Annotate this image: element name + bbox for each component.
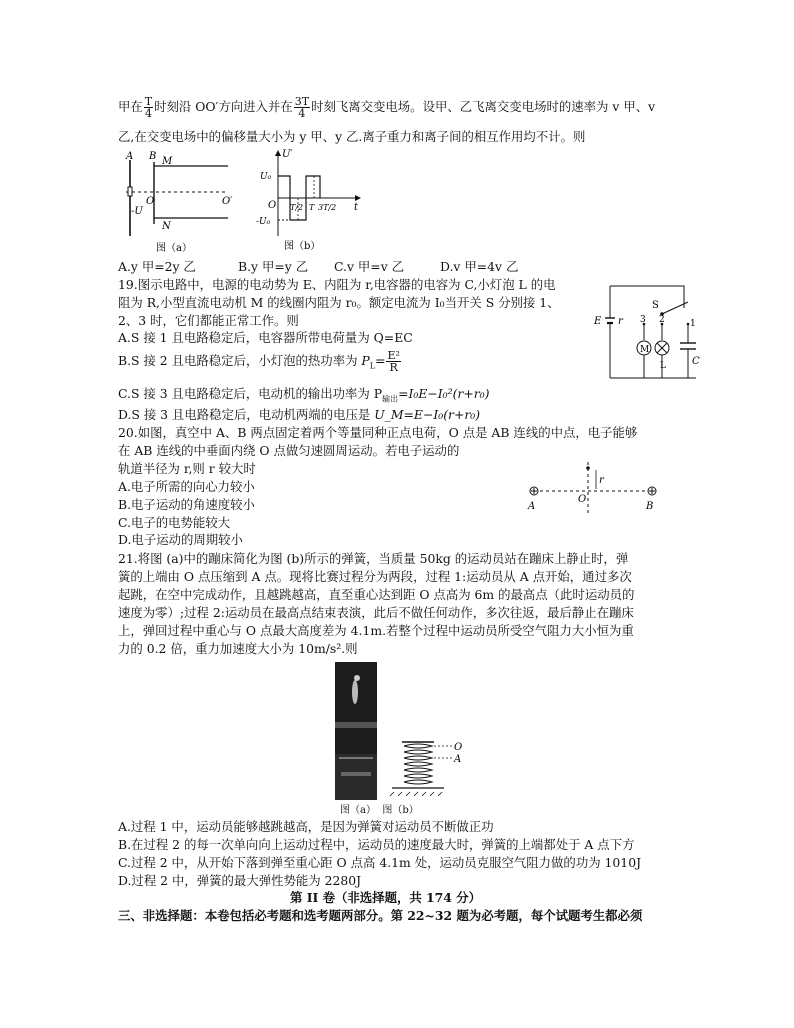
section-instructions: 三、非选择题：本卷包括必考题和选考题两部分。第 22~32 题为必考题，每个试题考生都必须 <box>118 908 643 923</box>
caption-figure-a: 图（a） <box>156 243 192 254</box>
q18-text-b: 时刻沿 OO′方向进入并在 <box>154 99 293 114</box>
label-u0: U₀ <box>260 172 272 182</box>
section-title: 第 II 卷（非选择题，共 174 分） <box>290 890 482 905</box>
tick-t: T <box>309 203 315 212</box>
q18-text-a: 甲在 <box>118 99 143 114</box>
q19-option-d: D.S 接 3 且电路稳定后，电动机两端的电压是 U_M=E−I₀(r+r₀) <box>118 407 481 422</box>
q19-circuit-diagram <box>592 280 704 384</box>
q21-line-1: 21.将图 (a)中的蹦床简化为图 (b)所示的弹簧，当质量 50kg 的运动员站在蹦床上静止时，弹 <box>118 551 629 566</box>
q20-option-b: B.电子运动的角速度较小 <box>118 497 255 512</box>
motor-icon: M <box>640 345 650 355</box>
figure-a-deflection-plates <box>118 148 244 260</box>
label-origin: O <box>268 200 277 211</box>
q20-line-3: 轨道半径为 r,则 r 较大时 <box>118 461 256 476</box>
q21-captions <box>340 802 419 819</box>
q18-option-c: C.v 甲=v 乙 <box>334 259 405 274</box>
label-spring-o: O <box>454 742 463 753</box>
q18-options <box>118 258 518 275</box>
label-a: A <box>126 151 134 162</box>
label-center-o: O <box>578 494 587 505</box>
q18-option-b: B.y 甲=y 乙 <box>238 259 309 274</box>
capacitor-label: C <box>692 356 700 367</box>
q21-line-5: 上，弹回过程中重心与 O 点最大高度差为 4.1m.若整个过程中运动员所受空气阻力大小恒为重 <box>118 623 634 638</box>
label-charge-b: B <box>646 501 654 512</box>
label-u-prime: U′ <box>282 149 293 160</box>
q21-option-b: B.在过程 2 的每一次单向向上运动过程中，运动员的速度最大时，弹簧的上端都处于 A 点下方 <box>118 837 635 852</box>
label-o-prime: O′ <box>222 196 233 207</box>
q19-option-a: A.S 接 1 且电路稳定后，电容器所带电荷量为 Q=EC <box>118 330 413 345</box>
q19-line-3: 2、3 时，它们都能正常工作。则 <box>118 313 299 328</box>
label-minus-u: -U <box>131 206 143 217</box>
q18-line-2: 乙,在交变电场中的偏移量大小为 y 甲、y 乙.离子重力和离子间的相互作用均不计。则 <box>118 129 586 144</box>
label-spring-a: A <box>454 754 462 765</box>
tick-3t-half: 3T/2 <box>318 203 337 212</box>
q21-line-2: 簧的上端由 O 点压缩到 A 点。现将比赛过程分为两段，过程 1:运动员从 A 点开始，通过多次 <box>118 569 632 584</box>
q18-line-1 <box>118 96 655 119</box>
q19-option-b: B.S 接 2 且电路稳定后，小灯泡的热功率为 $P_L=$ $\frac{\text{E²}}{R}$ <box>118 349 400 374</box>
tick-t-half: T/2 <box>290 203 304 212</box>
q20-option-a: A.电子所需的向心力较小 <box>118 479 255 494</box>
label-terminal-2: 2 <box>659 315 665 325</box>
label-radius: r <box>599 475 604 486</box>
lamp-label: L <box>660 361 666 371</box>
fraction-3t-over-4: $\frac{3T}{4}$ <box>294 95 310 120</box>
label-switch: S <box>652 300 659 311</box>
label-m: M <box>162 156 173 167</box>
q21-line-4: 速度为零）;过程 2:运动员在最高点结束表演，此后不做任何动作，多次往返，最后静止在蹦床 <box>118 605 634 620</box>
q21-option-c: C.过程 2 中，从开始下落到弹至重心距 O 点高 4.1m 处，运动员克服空气阻力做的功为 1010J <box>118 855 642 870</box>
caption-figure-b: 图（b） <box>284 241 321 252</box>
q20-line-2: 在 AB 连线的中垂面内绕 O 点做匀速圆周运动。若电子运动的 <box>118 443 460 458</box>
q18-option-a: A.y 甲=2y 乙 <box>118 259 196 274</box>
q20-charges-figure <box>522 458 662 516</box>
q21-option-a: A.过程 1 中，运动员能够越跳越高，是因为弹簧对运动员不断做正功 <box>118 819 494 834</box>
label-charge-a: A <box>528 501 536 512</box>
q19-line-2: 阻为 R,小型直流电动机 M 的线圈内阻为 r₀。额定电流为 I₀当开关 S 分别接 1、 <box>118 295 560 310</box>
q19-option-c: C.S 接 3 且电路稳定后，电动机的输出功率为 $P_{输出}=I_0E-I_0^2(r+r_0)$ <box>118 386 490 404</box>
figure-b-voltage-graph <box>254 146 364 260</box>
label-b: B <box>149 151 157 162</box>
q20-line-1: 20.如图，真空中 A、B 两点固定着两个等量同种正点电荷，O 点是 AB 连线的中点，电子能够 <box>118 425 638 440</box>
label-minus-u0: -U₀ <box>256 217 271 227</box>
q21-line-6: 力的 0.2 倍，重力加速度大小为 10m/s².则 <box>118 641 358 656</box>
label-r: r <box>618 316 623 327</box>
q18-text-c: 时刻飞离交变电场。设甲、乙飞离交变电场时的速率为 v 甲、v <box>311 99 656 114</box>
caption-figure-b-spring: 图（b） <box>382 805 419 816</box>
q20-option-c: C.电子的电势能较大 <box>118 515 231 530</box>
label-t-axis: t <box>354 202 359 213</box>
label-n: N <box>162 221 171 232</box>
q19-line-1: 19.图示电路中，电源的电动势为 E、内阻为 r,电容器的电容为 C,小灯泡 L 的电 <box>118 277 556 292</box>
label-terminal-3: 3 <box>640 315 646 325</box>
q18-option-d: D.v 甲=4v 乙 <box>440 259 519 274</box>
label-o: O <box>146 196 155 207</box>
q21-line-3: 起跳，在空中完成动作，且越跳越高，直至重心达到距 O 点高为 6m 的最高点（此时运动员的 <box>118 587 635 602</box>
label-emf: E <box>594 316 602 327</box>
caption-figure-a-photo: 图（a） <box>340 805 376 816</box>
trampoline-photo <box>335 662 377 800</box>
q21-option-d: D.过程 2 中，弹簧的最大弹性势能为 2280J <box>118 873 362 888</box>
fraction-t-over-4: $\frac{T}{4}$ <box>144 95 153 120</box>
q20-option-d: D.电子运动的周期较小 <box>118 532 243 547</box>
label-terminal-1: 1 <box>690 319 696 329</box>
